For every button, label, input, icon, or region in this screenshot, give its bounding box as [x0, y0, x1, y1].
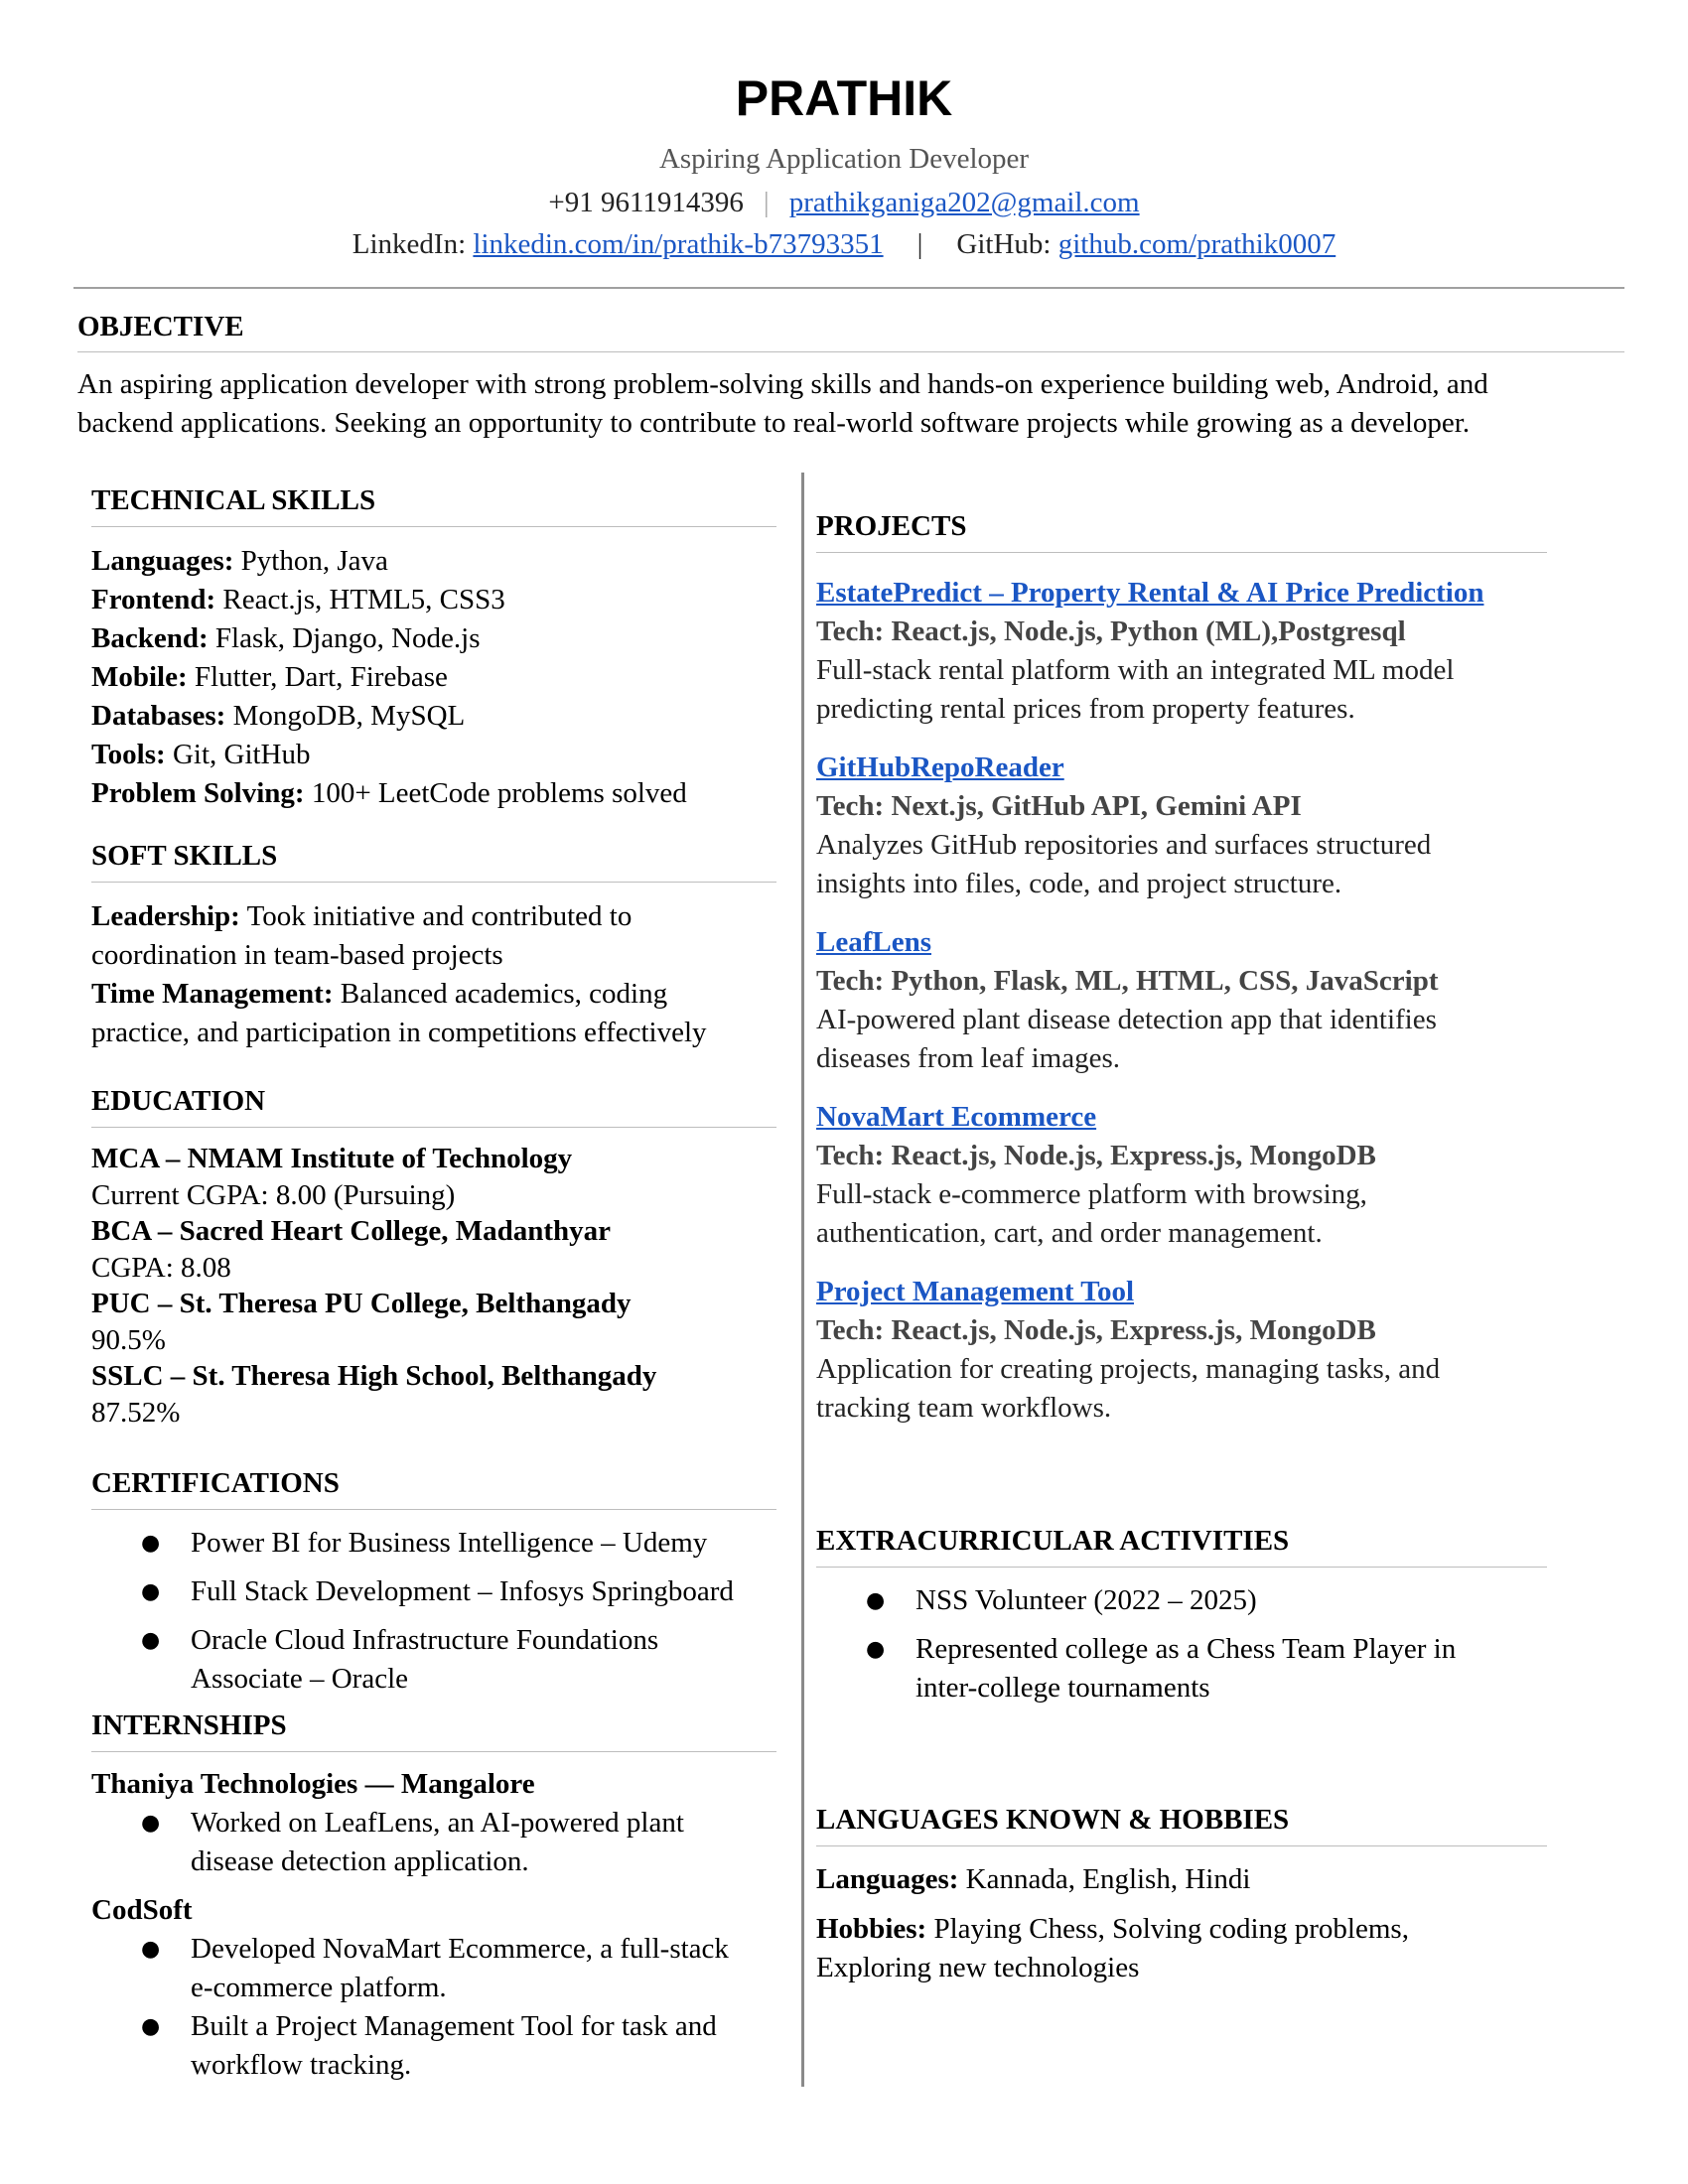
internship-org: Thaniya Technologies — Mangalore — [91, 1768, 535, 1800]
education-list — [91, 1141, 776, 1431]
project-tech: Tech: React.js, Node.js, Express.js, MongoDB — [816, 1314, 1376, 1346]
candidate-subtitle: Aspiring Application Developer — [658, 143, 1030, 175]
projects-heading: PROJECTS — [816, 510, 1547, 553]
bullet-icon: ● — [141, 1811, 161, 1836]
phone-number: +91 9611914396 — [548, 187, 744, 218]
list-item: ● Full Stack Development – Infosys Springboard — [91, 1572, 776, 1611]
project-item — [816, 574, 1547, 729]
contact-separator: | — [916, 228, 923, 260]
certifications-heading: CERTIFICATIONS — [91, 1467, 776, 1510]
project-item — [816, 1273, 1547, 1428]
list-item: ● Developed NovaMart Ecommerce, a full-stack e-commerce platform. — [91, 1930, 776, 2007]
objective-line: backend applications. Seeking an opportunity to contribute to real-world software projects while growing as a developer. — [77, 407, 1471, 439]
project-desc: diseases from leaf images. — [816, 1042, 1121, 1074]
education-detail: Current CGPA: 8.00 (Pursuing) — [91, 1178, 456, 1211]
project-tech: Tech: Next.js, GitHub API, Gemini API — [816, 790, 1302, 822]
project-title-link[interactable]: GitHubRepoReader — [816, 751, 1064, 783]
bullet-icon: ● — [866, 1588, 886, 1613]
contact-separator: | — [763, 187, 770, 218]
hobbies-row: Exploring new technologies — [816, 1952, 1140, 1983]
skill-row: Languages: Python, Java — [91, 545, 388, 577]
technical-skills-heading: TECHNICAL SKILLS — [91, 484, 776, 527]
skill-row: Backend: Flask, Django, Node.js — [91, 622, 481, 654]
education-title: BCA – Sacred Heart College, Madanthyar — [91, 1215, 612, 1247]
email-link[interactable]: prathikganiga202@gmail.com — [788, 187, 1140, 218]
github-link[interactable]: github.com/prathik0007 — [1057, 228, 1336, 260]
project-tech: Tech: React.js, Node.js, Python (ML),Postgresql — [816, 615, 1406, 647]
skill-row: Mobile: Flutter, Dart, Firebase — [91, 661, 448, 693]
languages-hobbies-heading: LANGUAGES KNOWN & HOBBIES — [816, 1804, 1547, 1846]
project-desc: Application for creating projects, managing tasks, and — [816, 1353, 1441, 1385]
certifications-list — [91, 1524, 776, 1699]
github-label: GitHub: — [956, 228, 1052, 260]
project-tech: Tech: React.js, Node.js, Express.js, MongoDB — [816, 1140, 1376, 1171]
skill-row: Problem Solving: 100+ LeetCode problems solved — [91, 777, 687, 809]
candidate-name: PRATHIK — [735, 70, 953, 126]
soft-skill-row: coordination in team-based projects — [91, 939, 503, 971]
technical-skills-list — [91, 542, 776, 813]
list-item: ● Built a Project Management Tool for task and workflow tracking. — [91, 2007, 776, 2085]
project-title-link[interactable]: LeafLens — [816, 926, 931, 958]
bullet-icon: ● — [141, 1531, 161, 1556]
project-item — [816, 1098, 1547, 1253]
education-title: PUC – St. Theresa PU College, Belthangady — [91, 1288, 632, 1319]
list-item: ● Oracle Cloud Infrastructure Foundations Associate – Oracle — [91, 1621, 776, 1699]
skill-row: Tools: Git, GitHub — [91, 739, 311, 770]
bullet-icon: ● — [141, 1628, 161, 1653]
project-desc: AI-powered plant disease detection app that identifies — [816, 1004, 1437, 1035]
project-item — [816, 749, 1547, 903]
linkedin-link[interactable]: linkedin.com/in/prathik-b73793351 — [473, 228, 884, 260]
bullet-icon: ● — [141, 2014, 161, 2039]
soft-skills-list — [91, 897, 776, 1052]
languages-row: Languages: Kannada, English, Hindi — [816, 1863, 1251, 1895]
bullet-icon: ● — [141, 1579, 161, 1604]
project-desc: authentication, cart, and order management. — [816, 1217, 1323, 1249]
project-desc: Full-stack e-commerce platform with browsing, — [816, 1178, 1367, 1210]
education-detail: 90.5% — [91, 1323, 166, 1356]
project-item — [816, 923, 1547, 1078]
contact-line-2 — [0, 228, 1688, 261]
internships-heading: INTERNSHIPS — [91, 1709, 776, 1752]
education-title: SSLC – St. Theresa High School, Belthangady — [91, 1360, 657, 1392]
soft-skills-heading: SOFT SKILLS — [91, 840, 776, 883]
objective-line: An aspiring application developer with strong problem-solving skills and hands-on experience building web, Android, and — [77, 368, 1488, 400]
list-item: ● Power BI for Business Intelligence – Udemy — [91, 1524, 776, 1563]
project-desc: tracking team workflows. — [816, 1392, 1112, 1424]
column-divider — [801, 473, 804, 2087]
project-title-link[interactable]: Project Management Tool — [816, 1276, 1135, 1307]
hobbies-row: Hobbies: Playing Chess, Solving coding problems, — [816, 1913, 1409, 1945]
project-title-link[interactable]: EstatePredict – Property Rental & AI Price Prediction — [816, 577, 1484, 609]
education-detail: CGPA: 8.08 — [91, 1251, 231, 1284]
project-desc: Analyzes GitHub repositories and surfaces structured — [816, 829, 1432, 861]
header-rule — [73, 287, 1624, 289]
bullet-icon: ● — [141, 1937, 161, 1962]
project-desc: Full-stack rental platform with an integrated ML model — [816, 654, 1455, 686]
soft-skill-row: practice, and participation in competitions effectively — [91, 1017, 707, 1048]
project-title-link[interactable]: NovaMart Ecommerce — [816, 1101, 1097, 1133]
extracurricular-heading: EXTRACURRICULAR ACTIVITIES — [816, 1525, 1547, 1568]
bullet-icon: ● — [866, 1637, 886, 1662]
list-item: ● Represented college as a Chess Team Player in inter-college tournaments — [816, 1630, 1547, 1707]
internships-list — [91, 1765, 776, 2085]
internship-org: CodSoft — [91, 1894, 193, 1926]
list-item: ● Worked on LeafLens, an AI-powered plant disease detection application. — [91, 1804, 776, 1881]
education-detail: 87.52% — [91, 1396, 181, 1429]
skill-row: Databases: MongoDB, MySQL — [91, 700, 466, 732]
project-desc: predicting rental prices from property features. — [816, 693, 1355, 725]
skill-row: Frontend: React.js, HTML5, CSS3 — [91, 584, 505, 615]
objective-heading: OBJECTIVE — [77, 311, 1624, 352]
objective-text — [77, 365, 1626, 443]
soft-skill-row: Leadership: Took initiative and contributed to — [91, 900, 633, 932]
project-desc: insights into files, code, and project structure. — [816, 868, 1342, 899]
linkedin-label: LinkedIn: — [352, 228, 467, 260]
extracurricular-list — [816, 1581, 1547, 1707]
list-item: ● NSS Volunteer (2022 – 2025) — [816, 1581, 1547, 1620]
education-title: MCA – NMAM Institute of Technology — [91, 1143, 573, 1174]
contact-line-1 — [0, 187, 1688, 219]
languages-hobbies-list — [816, 1860, 1547, 1987]
project-tech: Tech: Python, Flask, ML, HTML, CSS, JavaScript — [816, 965, 1439, 997]
soft-skill-row: Time Management: Balanced academics, coding — [91, 978, 668, 1010]
education-heading: EDUCATION — [91, 1085, 776, 1128]
